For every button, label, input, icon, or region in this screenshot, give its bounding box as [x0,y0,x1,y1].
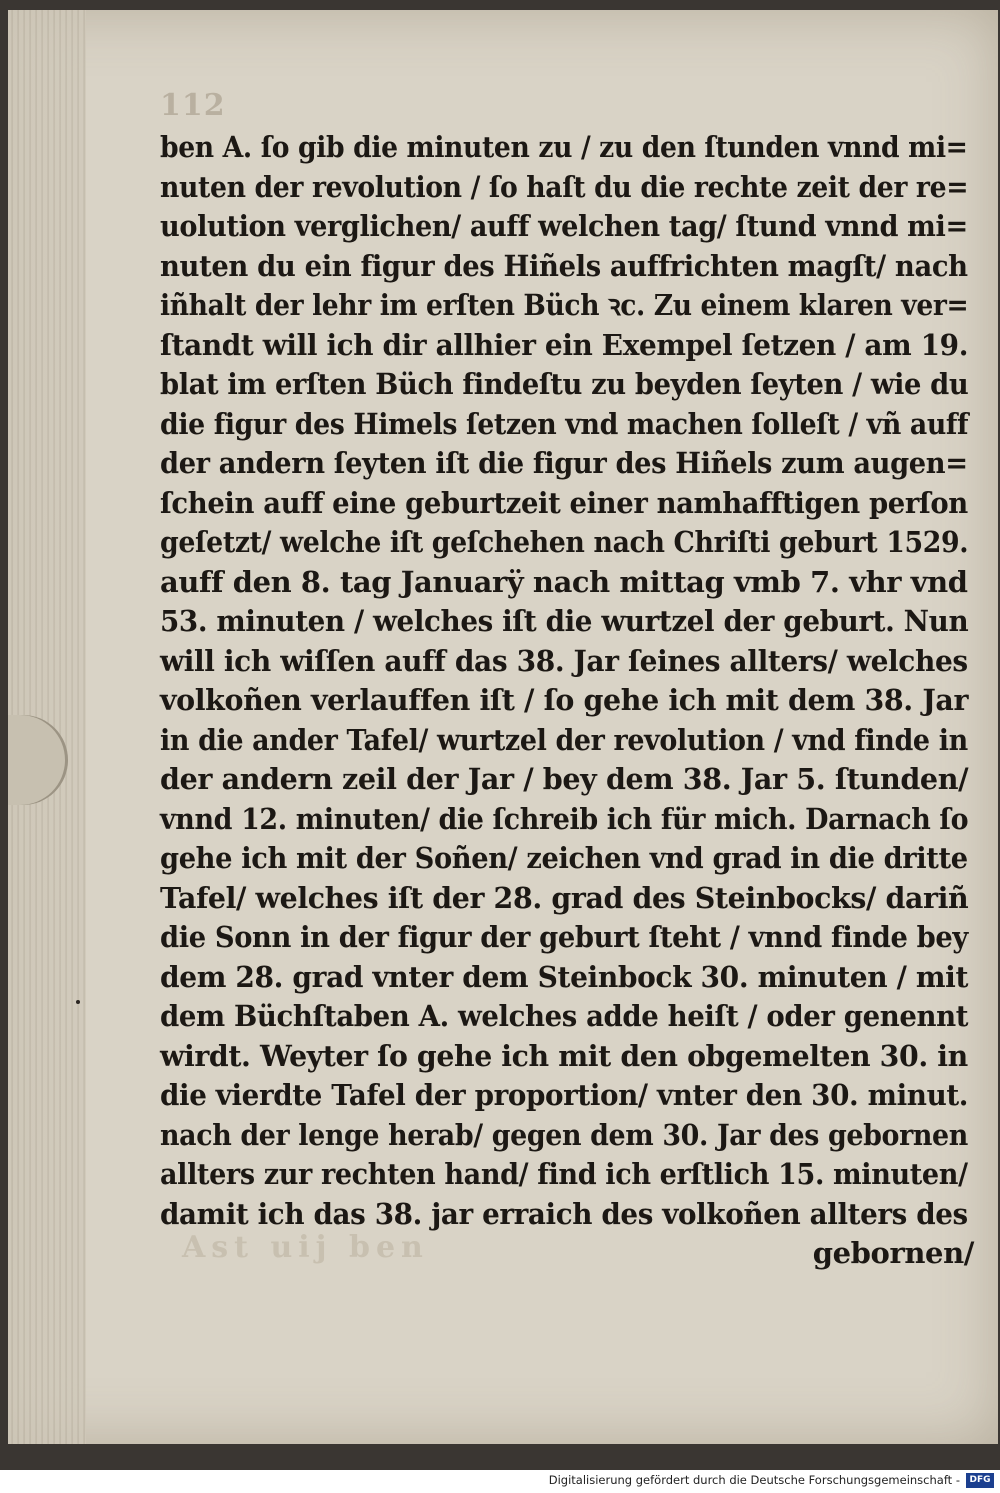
text-line: ſchein auff eine geburtzeit einer namhafftigen perſon [160,485,968,520]
text-line: 53. minuten / welches iſt die wurtzel der geburt. Nun [160,604,969,638]
text-line: ſtandt will ich dir allhier ein Exempel ſetzen / am 19. [160,327,969,362]
text-line: allters zur rechten hand/ find ich erſtlich 15. minuten/ [160,1157,968,1191]
text-line: volkoñen verlauffen iſt / ſo gehe ich mit dem 38. Jar [160,683,969,717]
text-line: nach der lenge herab/ gegen dem 30. Jar des gebornen [160,1117,968,1152]
bleed-through-text: Ast uij ben [182,1230,429,1265]
footer-bar [0,1470,1000,1493]
text-line: die figur des Himels ſetzen vnd machen ſolleſt / vñ auff [160,406,969,441]
body-text [160,128,974,1274]
text-line: damit ich das 38. jar erraich des volkoñen allters des [160,1196,968,1231]
text-line: Tafel/ welches iſt der 28. grad des Steinbocks/ dariñ [160,880,969,915]
dfg-logo: DFG [966,1473,994,1488]
text-line: ben A. ſo gib die minuten zu / zu den ſtunden vnnd mi= [160,130,968,164]
footer-credit: Digitalisierung gefördert durch die Deutsche Forschungsgemeinschaft - [548,1473,960,1487]
text-line: will ich wiſſen auff das 38. Jar ſeines allters/ welches [160,643,968,678]
text-line: iñhalt der lehr im erſten Büch ꝛc. Zu einem klaren ver= [160,288,969,322]
ink-speck [76,1000,80,1004]
text-line: wirdt. Weyter ſo gehe ich mit den obgemelten 30. in [160,1038,968,1073]
text-line: nuten der revolution / ſo haſt du die rechte zeit der re= [160,169,969,204]
catchword: gebornen/ [812,1236,974,1270]
text-line: uolution verglichen/ auff welchen tag/ ſtund vnnd mi= [160,209,968,243]
text-line: die Sonn in der figur der geburt ſteht / vnnd finde bey [160,920,968,954]
text-line: dem 28. grad vnter dem Steinbock 30. minuten / mit [160,959,969,994]
text-line: vnnd 12. minuten/ die ſchreib ich für mich. Darnach ſo [160,801,969,836]
text-line: der andern zeil der Jar / bey dem 38. Jar 5. ſtunden/ [160,762,969,796]
text-line: die vierdte Tafel der proportion/ vnter den 30. minut. [160,1078,969,1112]
text-line: nuten du ein figur des Hiñels auffrichten magſt/ nach [160,248,968,283]
page-number: 112 [160,88,226,123]
text-line: auff den 8. tag Januarÿ nach mittag vmb 7. vhr vnd [160,564,968,599]
text-line: dem Büchſtaben A. welches adde heiſt / oder genennt [160,999,969,1033]
text-line: gehe ich mit der Soñen/ zeichen vnd grad in die dritte [160,841,968,875]
text-line: geſetzt/ welche iſt geſchehen nach Chriſti geburt 1529. [160,525,969,559]
text-line: blat im erſten Büch findeſtu zu beyden ſeyten / wie du [160,367,969,401]
text-line: der andern ſeyten iſt die figur des Hiñels zum augen= [160,446,968,480]
text-line: in die ander Tafel/ wurtzel der revolution / vnd finde in [160,722,968,757]
